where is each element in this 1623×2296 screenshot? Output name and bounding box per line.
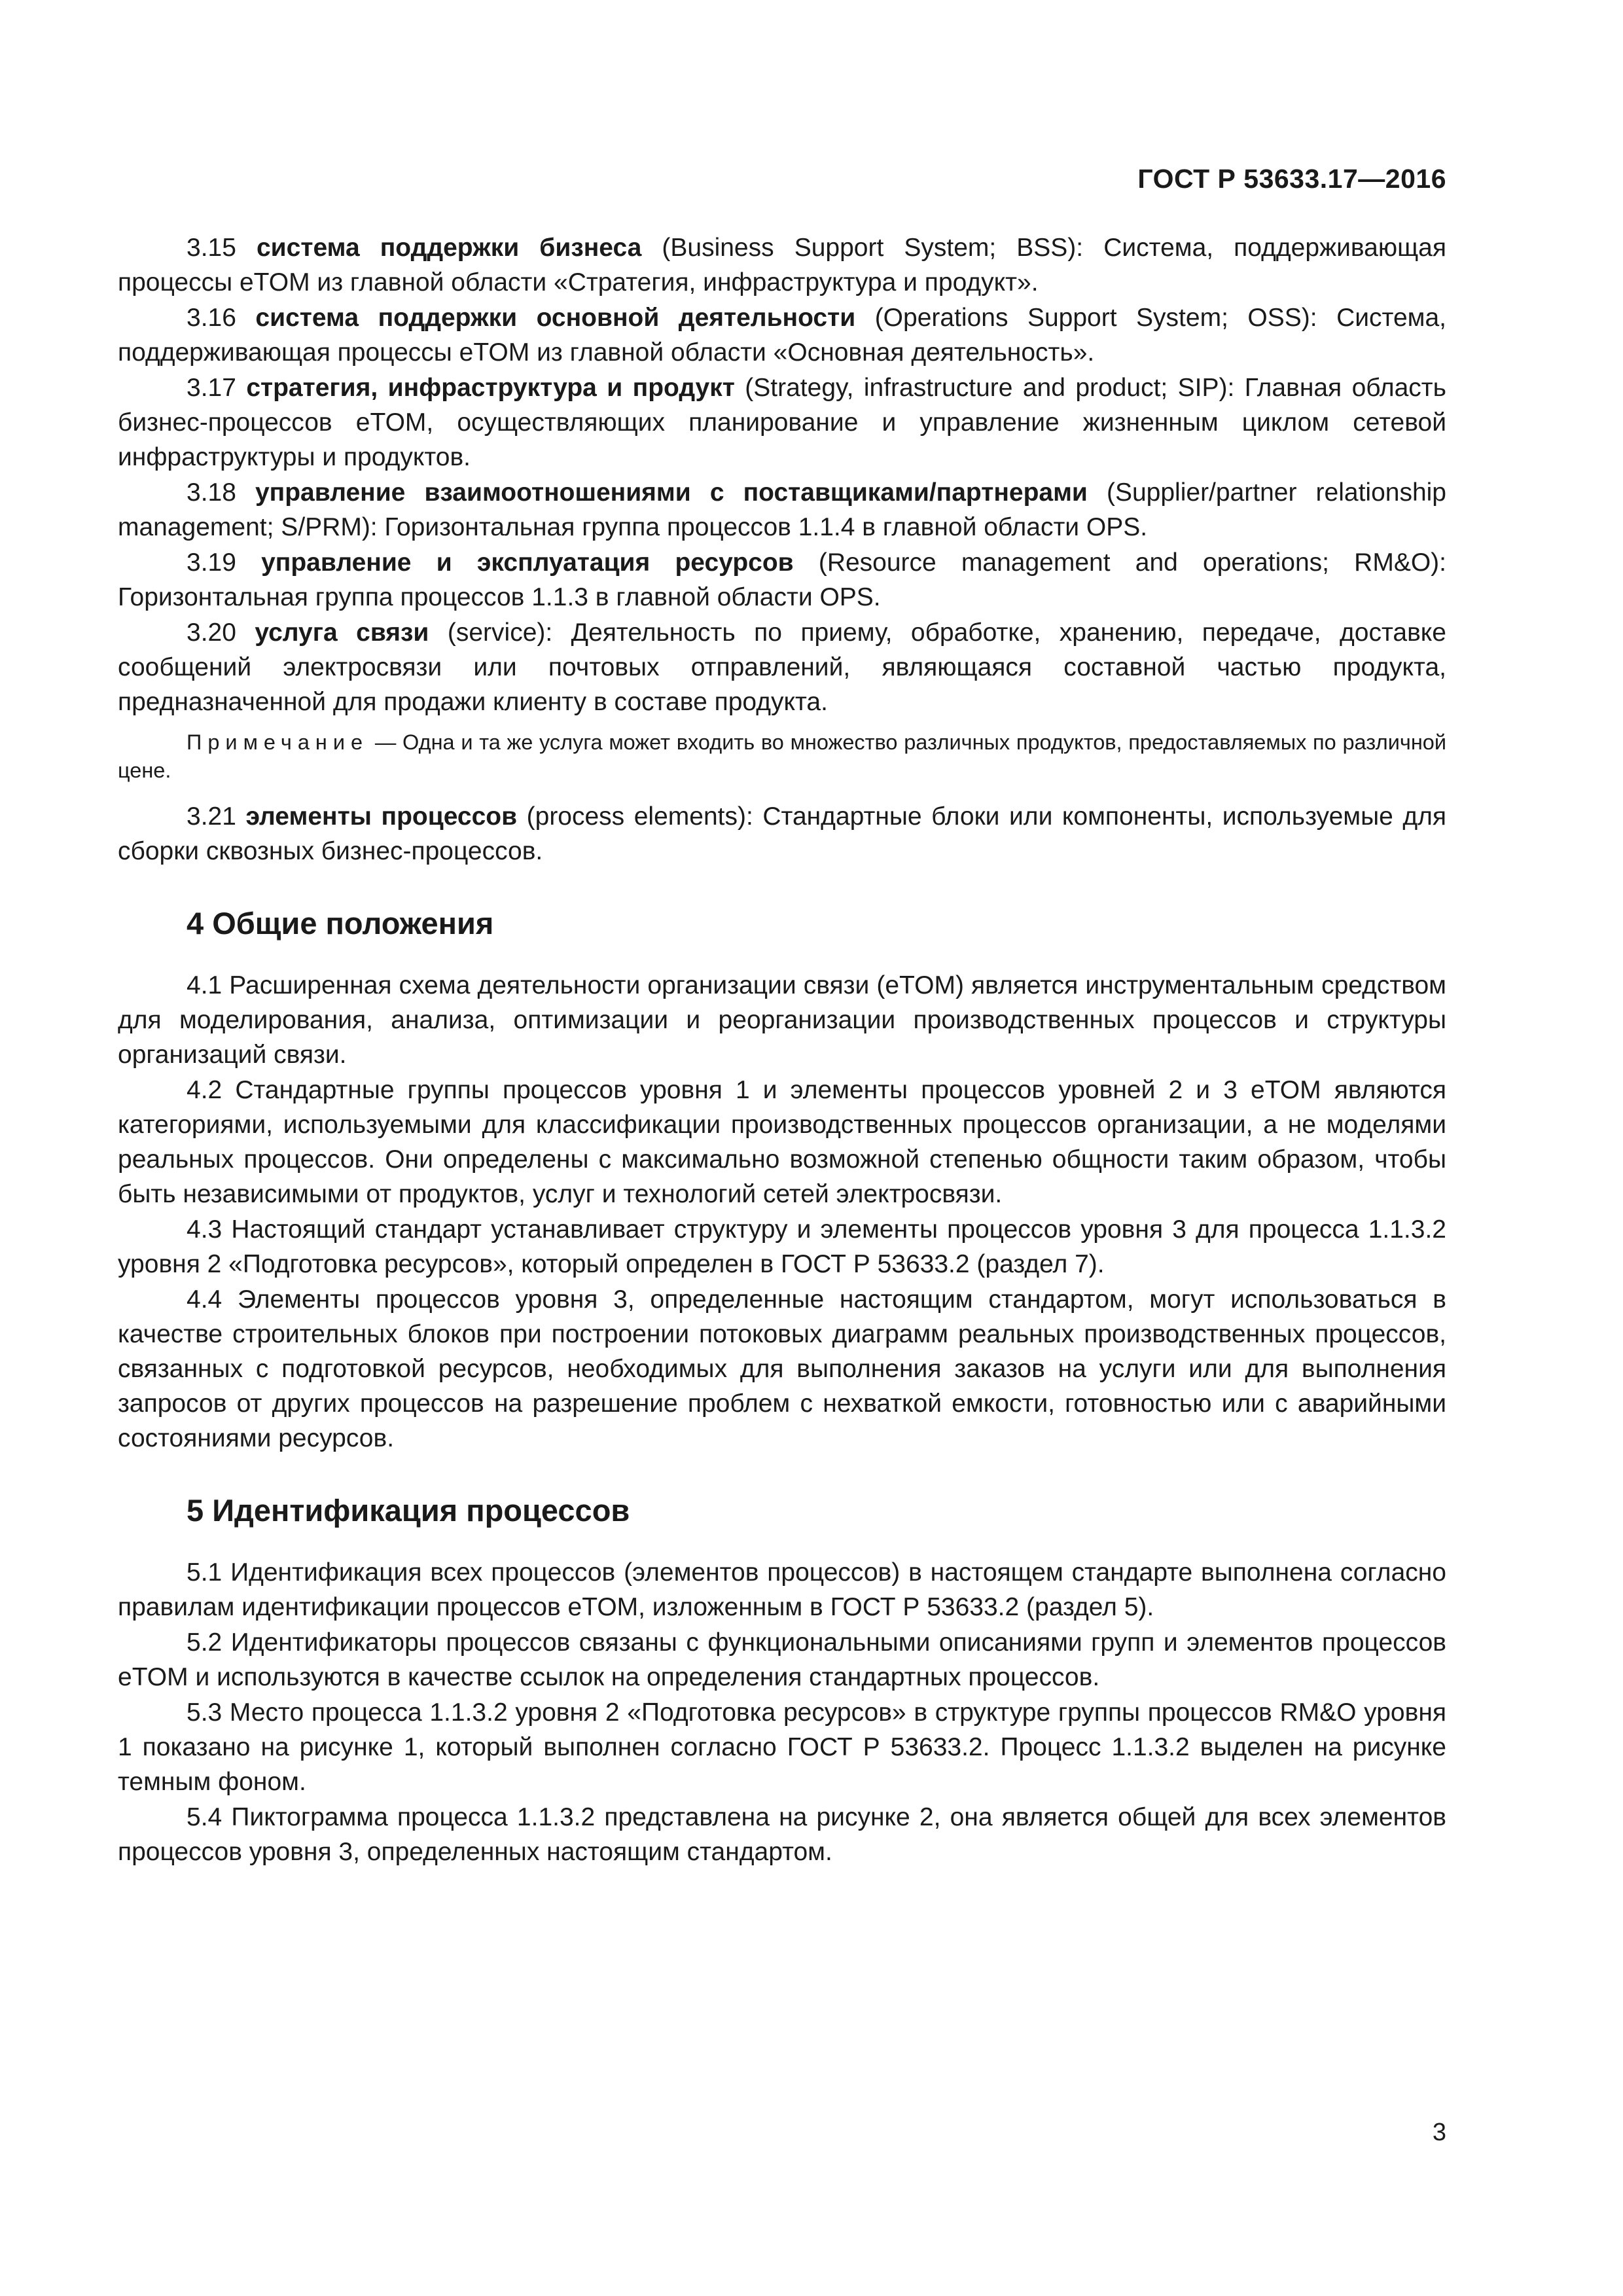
definition-number: 3.19 [187, 548, 236, 577]
definition-term: управление взаимоотношениями с поставщиками/партнерами [255, 478, 1088, 507]
paragraph-5-4: 5.4 Пиктограмма процесса 1.1.3.2 представлена на рисунке 2, она является общей для всех элементов процессов уровня 3, определенных настоящим стандартом. [118, 1803, 1446, 1866]
definition-text: (Supplier/partner relationship management; S/PRM): Горизонтальная группа процессов 1.1.4 в главной области OPS. [118, 478, 1446, 541]
definition-term: услуга связи [255, 619, 429, 647]
definition-3-20 [118, 615, 1446, 719]
note-text: — Одна и та же услуга может входить во множество различных продуктов, предоставляемых по различной цене. [118, 730, 1446, 782]
definition-text: (Strategy, infrastructure and product; SIP): Главная область бизнес-процессов eTOM, осуществляющих планирование и управление жизненным циклом сетевой инфраструктуры и продуктов. [118, 374, 1446, 471]
definition-number: 3.16 [187, 304, 236, 332]
definition-number: 3.18 [187, 478, 236, 507]
definition-term: система поддержки бизнеса [256, 234, 642, 262]
paragraph-4-4: 4.4 Элементы процессов уровня 3, определенные настоящим стандартом, могут использоваться в качестве строительных блоков при построении потоковых диаграмм реальных производственных процессов, связанных с подготовкой ресурсов, необходимых для выполнения заказов на услуги или для выполнения запросов от других процессов на разрешение проблем с нехваткой емкости, готовностью или с аварийными состояниями ресурсов. [118, 1285, 1446, 1452]
page-number: 3 [1432, 2119, 1446, 2146]
note [118, 728, 1446, 785]
definition-term: стратегия, инфраструктура и продукт [246, 374, 735, 402]
definition-term: система поддержки основной деятельности [255, 304, 856, 332]
note-label: Примечание [187, 730, 369, 754]
definition-3-17 [118, 370, 1446, 475]
definition-text: (service): Деятельность по приему, обработке, хранению, передаче, доставке сообщений электросвязи или почтовых отправлений, являющаяся составной частью продукта, предназначенной для продажи клиенту в составе продукта. [118, 619, 1446, 716]
section-5-heading: 5 Идентификация процессов [187, 1493, 630, 1528]
paragraph-5-1: 5.1 Идентификация всех процессов (элементов процессов) в настоящем стандарте выполнена согласно правилам идентификации процессов eTOM, изложенным в ГОСТ Р 53633.2 (раздел 5). [118, 1558, 1446, 1621]
paragraph-4-1: 4.1 Расширенная схема деятельности организации связи (eTOM) является инструментальным средством для моделирования, анализа, оптимизации и реорганизации производственных процессов и структуры организаций связи. [118, 971, 1446, 1069]
page-content [118, 230, 1446, 1870]
paragraph-4-2: 4.2 Стандартные группы процессов уровня 1 и элементы процессов уровней 2 и 3 eTOM являются категориями, используемыми для классификации производственных процессов организации, а не моделями реальных процессов. Они определены с максимально возможной степенью общности таким образом, чтобы быть независимыми от продуктов, услуг и технологий сетей электросвязи. [118, 1076, 1446, 1208]
definition-text: (Operations Support System; OSS): Система, поддерживающая процессы eTOM из главной области «Основная деятельность». [118, 304, 1446, 367]
definition-3-21 [118, 799, 1446, 869]
definition-text: (Resource management and operations; RM&O): Горизонтальная группа процессов 1.1.3 в главной области OPS. [118, 548, 1446, 611]
standard-header: ГОСТ Р 53633.17—2016 [1137, 164, 1446, 194]
definition-number: 3.20 [187, 619, 236, 647]
definition-text: (process elements): Стандартные блоки или компоненты, используемые для сборки сквозных бизнес-процессов. [118, 802, 1447, 865]
definition-number: 3.15 [187, 234, 236, 262]
definition-text: (Business Support System; BSS): Система, поддерживающая процессы eTOM из главной области «Стратегия, инфраструктура и продукт». [118, 234, 1446, 296]
definition-3-16 [118, 300, 1446, 370]
paragraph-5-2: 5.2 Идентификаторы процессов связаны с функциональными описаниями групп и элементов процессов eTOM и используются в качестве ссылок на определения стандартных процессов. [118, 1628, 1446, 1691]
definition-term: управление и эксплуатация ресурсов [261, 548, 794, 577]
definition-number: 3.21 [187, 802, 236, 831]
definition-3-18 [118, 475, 1446, 545]
paragraph-4-3: 4.3 Настоящий стандарт устанавливает структуру и элементы процессов уровня 3 для процесса 1.1.3.2 уровня 2 «Подготовка ресурсов», который определен в ГОСТ Р 53633.2 (раздел 7). [118, 1215, 1446, 1278]
definition-3-19 [118, 545, 1446, 615]
definition-3-15 [118, 230, 1446, 300]
paragraph-5-3: 5.3 Место процесса 1.1.3.2 уровня 2 «Подготовка ресурсов» в структуре группы процессов RM&O уровня 1 показано на рисунке 1, который выполнен согласно ГОСТ Р 53633.2. Процесс 1.1.3.2 выделен на рисунке темным фоном. [118, 1698, 1446, 1796]
definition-number: 3.17 [187, 374, 236, 402]
definition-term: элементы процессов [245, 802, 518, 831]
section-4-heading: 4 Общие положения [187, 906, 494, 941]
